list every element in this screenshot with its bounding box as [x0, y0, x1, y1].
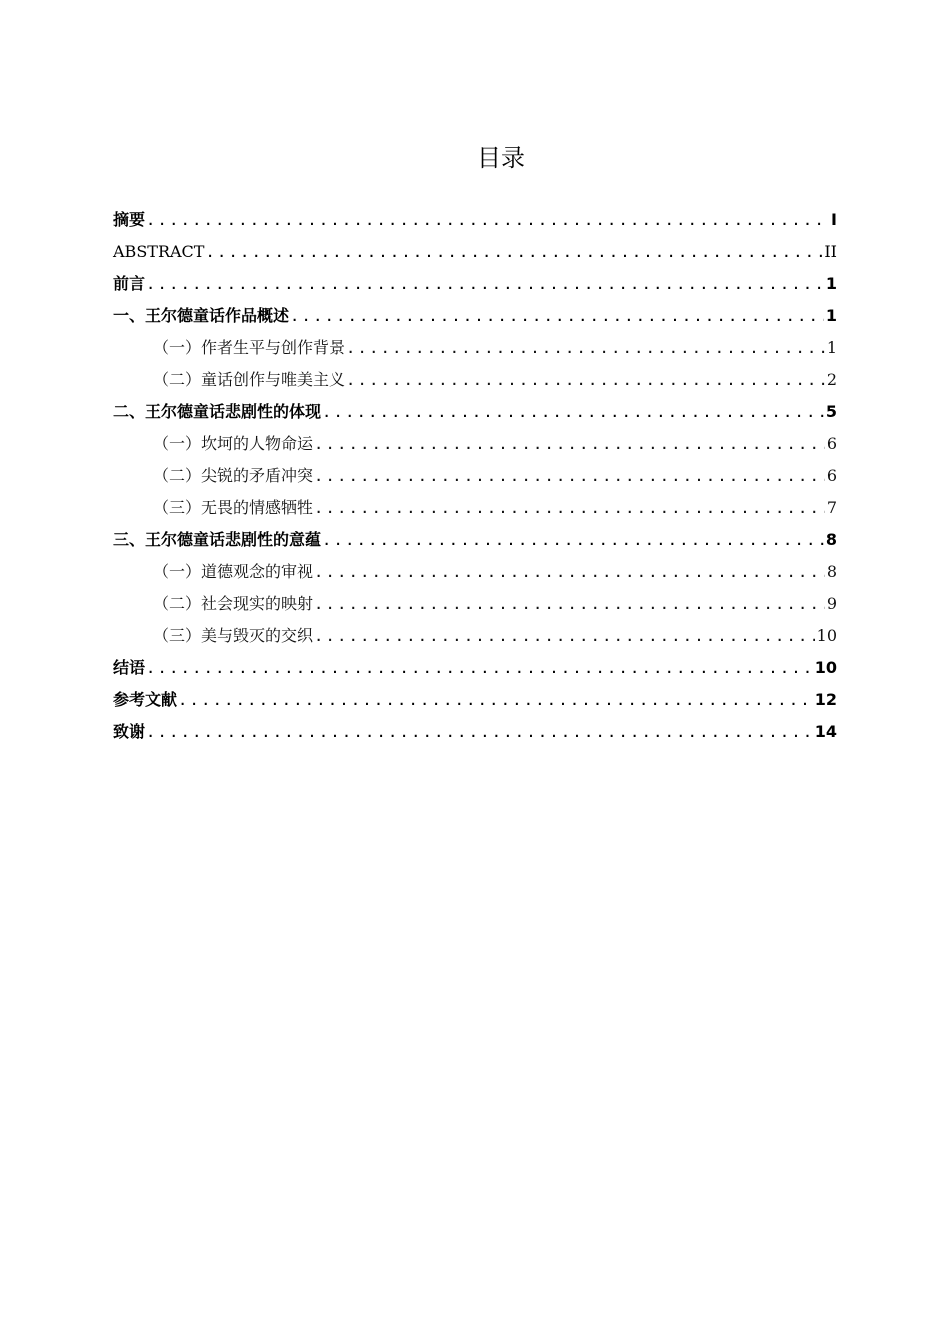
toc-page-number: 1	[825, 274, 837, 293]
toc-page-number: 10	[814, 658, 837, 677]
toc-entry-number: 一、	[113, 306, 146, 325]
toc-entry-label: （一）作者生平与创作背景	[153, 338, 346, 357]
toc-page-number: 5	[825, 402, 837, 421]
toc-entry-label: （三）美与毁灭的交织	[153, 626, 314, 645]
dot-leader	[315, 589, 825, 621]
toc-entry-section-1-1[interactable]	[113, 332, 837, 364]
toc-entry-label: 前言	[113, 274, 146, 293]
toc-entry-abstract-en[interactable]	[113, 236, 837, 268]
dot-leader	[147, 205, 825, 237]
toc-entry-label: ABSTRACT	[113, 242, 205, 261]
toc-page-number: 12	[814, 690, 837, 709]
toc-entry-conclusion[interactable]	[113, 652, 837, 684]
toc-page-number: 9	[826, 594, 837, 613]
toc-page-number: 8	[826, 562, 837, 581]
toc-entry-label: 王尔德童话悲剧性的意蕴	[145, 530, 322, 549]
toc-entry-number: 二、	[113, 402, 146, 421]
table-of-contents	[113, 204, 837, 748]
toc-page-number: 7	[826, 498, 837, 517]
toc-page-number: 6	[826, 434, 837, 453]
toc-entry-chapter-1[interactable]	[113, 300, 837, 332]
dot-leader	[147, 717, 813, 749]
toc-entry-chapter-2[interactable]	[113, 396, 837, 428]
toc-entry-section-2-2[interactable]	[113, 460, 837, 492]
dot-leader	[179, 685, 813, 717]
toc-entry-label: 王尔德童话悲剧性的体现	[145, 402, 322, 421]
toc-entry-section-2-1[interactable]	[113, 428, 837, 460]
toc-entry-label: （二）尖锐的矛盾冲突	[153, 466, 314, 485]
dot-leader	[291, 301, 824, 333]
toc-page-number: 1	[826, 338, 837, 357]
toc-entry-preface[interactable]	[113, 268, 837, 300]
toc-entry-label: （一）道德观念的审视	[153, 562, 314, 581]
toc-entry-label: （一）坎坷的人物命运	[153, 434, 314, 453]
toc-entry-references[interactable]	[113, 684, 837, 716]
dot-leader	[315, 429, 825, 461]
toc-entry-number: 三、	[113, 530, 146, 549]
toc-page-number: I	[831, 210, 837, 229]
toc-entry-section-3-2[interactable]	[113, 588, 837, 620]
dot-leader	[323, 397, 824, 429]
toc-page-number: 10	[816, 626, 837, 645]
dot-leader	[315, 461, 825, 493]
toc-page-number: 1	[825, 306, 837, 325]
dot-leader	[147, 269, 824, 301]
dot-leader	[206, 237, 822, 269]
toc-entry-chapter-3[interactable]	[113, 524, 837, 556]
dot-leader	[315, 557, 825, 589]
toc-entry-acknowledgements[interactable]	[113, 716, 837, 748]
dot-leader	[323, 525, 824, 557]
toc-entry-label: 致谢	[113, 722, 146, 741]
toc-entry-section-3-3[interactable]	[113, 620, 837, 652]
toc-entry-abstract-cn[interactable]	[113, 204, 837, 236]
toc-entry-label: （二）社会现实的映射	[153, 594, 314, 613]
toc-page-number: II	[824, 242, 837, 261]
toc-title: 目录	[477, 144, 525, 173]
dot-leader	[315, 493, 825, 525]
toc-entry-label: 王尔德童话作品概述	[145, 306, 290, 325]
toc-entry-label: 结语	[113, 658, 146, 677]
toc-entry-label: （二）童话创作与唯美主义	[153, 370, 346, 389]
toc-entry-label: （三）无畏的情感牺牲	[153, 498, 314, 517]
dot-leader	[315, 621, 815, 653]
toc-entry-section-2-3[interactable]	[113, 492, 837, 524]
toc-entry-section-3-1[interactable]	[113, 556, 837, 588]
toc-entry-label: 摘要	[113, 210, 146, 229]
dot-leader	[347, 365, 825, 397]
dot-leader	[347, 333, 825, 365]
toc-page-number: 6	[826, 466, 837, 485]
toc-page-number: 8	[825, 530, 837, 549]
toc-page-number: 2	[826, 370, 837, 389]
toc-entry-label: 参考文献	[113, 690, 178, 709]
toc-page-number: 14	[814, 722, 837, 741]
dot-leader	[147, 653, 813, 685]
toc-entry-section-1-2[interactable]	[113, 364, 837, 396]
